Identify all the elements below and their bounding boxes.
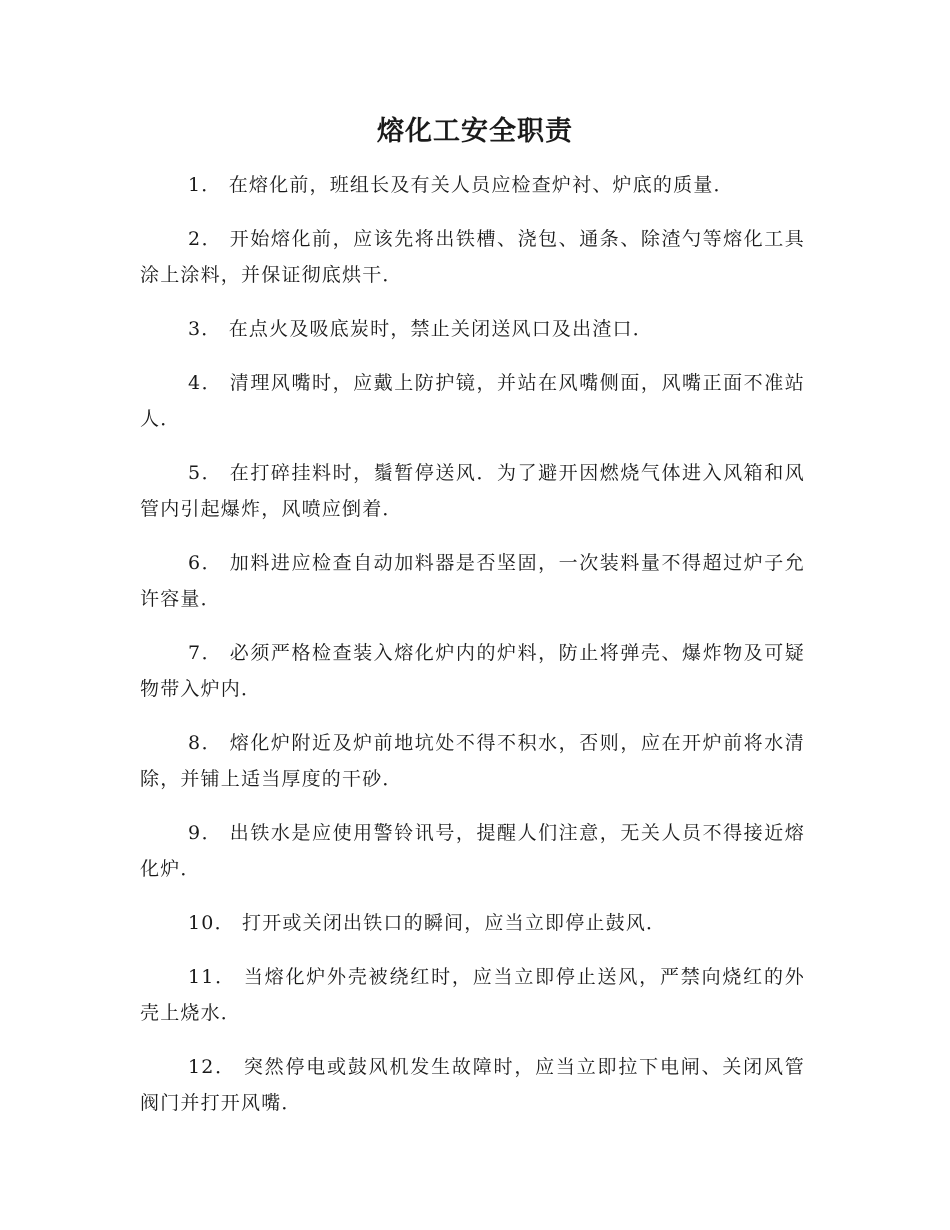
list-item: 9． 出铁水是应使用警铃讯号，提醒人们注意，无关人员不得接近熔化炉． bbox=[140, 822, 805, 880]
list-item: 2． 开始熔化前，应该先将出铁槽、浇包、通条、除渣勺等熔化工具涂上涂料，并保证彻底烘干． bbox=[140, 228, 805, 286]
list-item: 10． 打开或关闭出铁口的瞬间，应当立即停止鼓风． bbox=[188, 912, 667, 934]
list-item: 8． 熔化炉附近及炉前地坑处不得不积水，否则，应在开炉前将水清除，并铺上适当厚度的干砂． bbox=[140, 732, 805, 790]
safety-duties-list bbox=[140, 167, 805, 1139]
page-title: 熔化工安全职责 bbox=[377, 116, 573, 147]
list-item: 1． 在熔化前，班组长及有关人员应检查炉衬、炉底的质量． bbox=[188, 174, 734, 196]
list-item: 5． 在打碎挂料时，鬚暂停送风．为了避开因燃烧气体进入风箱和风管内引起爆炸，风喷应倒着． bbox=[140, 462, 805, 520]
list-item: 4． 清理风嘴时，应戴上防护镜，并站在风嘴侧面，风嘴正面不准站人． bbox=[140, 372, 805, 430]
list-item: 7． 必须严格检查装入熔化炉内的炉料，防止将弹壳、爆炸物及可疑物带入炉内． bbox=[140, 642, 805, 700]
list-item: 12． 突然停电或鼓风机发生故障时，应当立即拉下电闸、关闭风管阀门并打开风嘴． bbox=[140, 1056, 805, 1114]
list-item: 6． 加料进应检查自动加料器是否坚固，一次装料量不得超过炉子允许容量． bbox=[140, 552, 805, 610]
list-item: 11． 当熔化炉外壳被绕红时，应当立即停止送风，严禁向烧红的外壳上烧水． bbox=[140, 966, 805, 1024]
list-item: 3． 在点火及吸底炭时，禁止关闭送风口及出渣口． bbox=[188, 318, 653, 340]
